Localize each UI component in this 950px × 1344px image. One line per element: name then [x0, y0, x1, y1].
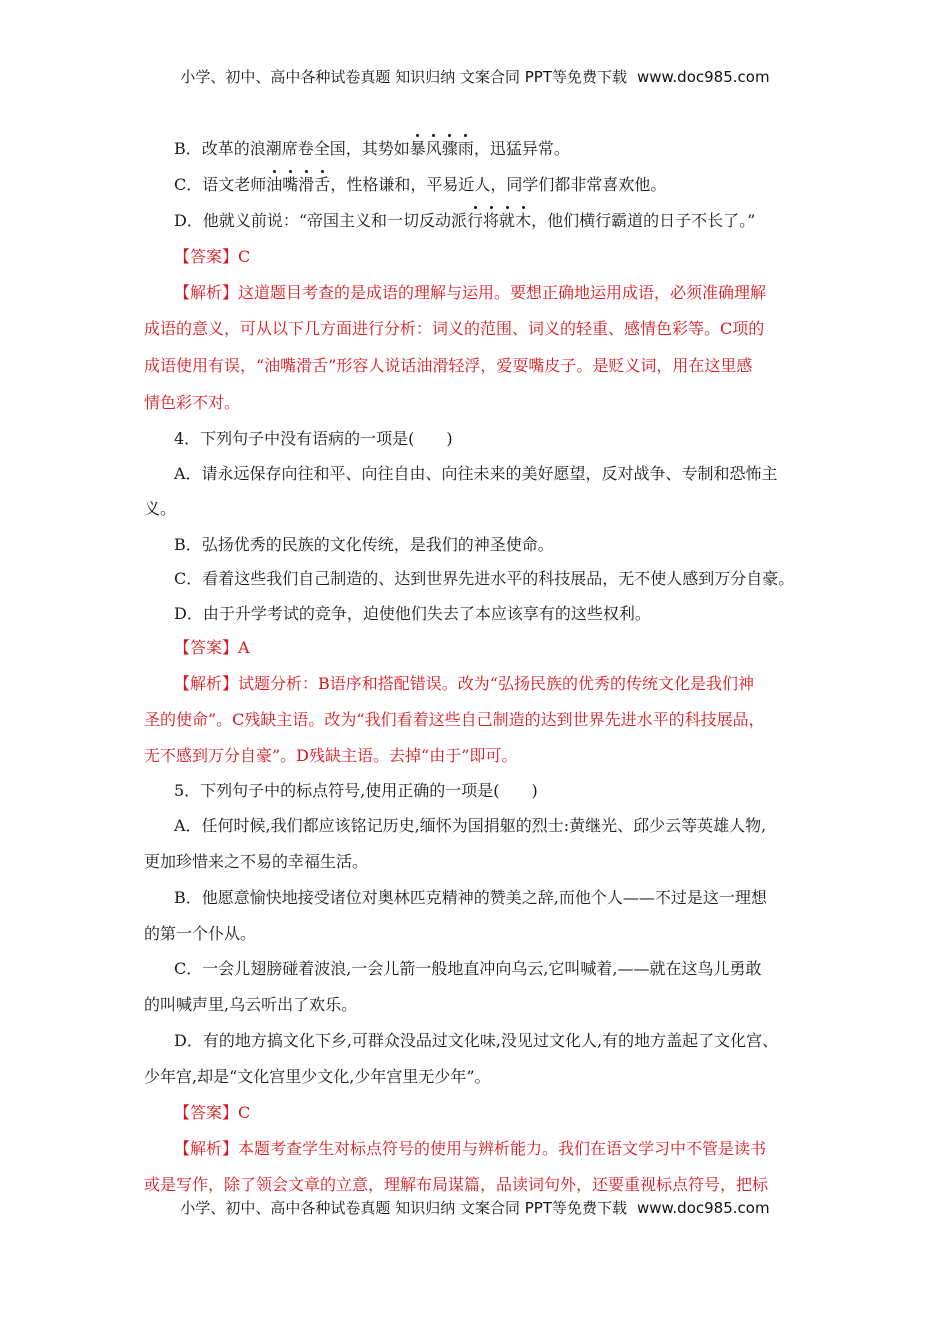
q3-analysis-line-2: 成语的意义，可从以下几方面进行分析：词义的范围、词义的轻重、感情色彩等。C项的 [144, 319, 765, 338]
emphasis-char: 就 [499, 211, 516, 230]
page-header [0, 66, 950, 87]
q5-analysis-line-1: 【解析】本题考查学生对标点符号的使用与辨析能力。我们在语文学习中不管是读书 [174, 1139, 767, 1158]
footer-site: www.doc985.com [636, 1199, 770, 1217]
q4-answer [174, 638, 250, 658]
header-site: www.doc985.com [636, 68, 770, 86]
q5-option-a-line-1: A．任何时候,我们都应该铭记历史,缅怀为国捐躯的烈士:黄继光、邱少云等英雄人物, [174, 816, 767, 835]
emphasis-char: 舌 [314, 175, 331, 194]
emphasis-char: 风 [425, 139, 442, 158]
q5-option-b-line-2: 的第一个仆从。 [144, 924, 257, 943]
emphasis-char: 木 [515, 211, 532, 230]
q4-option-b: B．弘扬优秀的民族的文化传统，是我们的神圣使命。 [174, 535, 554, 554]
analysis-tag: 【解析】 [174, 283, 239, 302]
emphasis-char: 雨 [457, 139, 474, 158]
emphasis-char: 滑 [298, 175, 315, 194]
q4-analysis-line-1: 【解析】试题分析：B语序和搭配错误。改为“弘扬民族的优秀的传统文化是我们神 [174, 674, 754, 693]
answer-value: C [238, 247, 251, 266]
analysis-tag: 【解析】 [174, 674, 239, 693]
q3-answer [174, 247, 250, 267]
answer-tag: 【答案】 [174, 247, 239, 266]
q3-option-c: C．语文老师油嘴滑舌，性格谦和，平易近人，同学们都非常喜欢他。 [174, 175, 667, 194]
q5-answer [174, 1103, 250, 1123]
q4-option-a-line-1: A．请永远保存向往和平、向往自由、向往未来的美好愿望，反对战争、专制和恐怖主 [174, 464, 778, 483]
header-text: 小学、初中、高中各种试卷真题 知识归纳 文案合同 PPT等免费下载 [180, 68, 627, 86]
q5-option-c-line-2: 的叫喊声里,乌云听出了欢乐。 [144, 995, 358, 1014]
q4-stem: 4．下列句子中没有语病的一项是( ) [174, 429, 453, 448]
q4-analysis-line-3: 无不感到万分自豪”。D残缺主语。去掉“由于”即可。 [144, 746, 518, 765]
q3-analysis-line-3: 成语使用有误，“油嘴滑舌”形容人说话油滑轻浮，爱耍嘴皮子。是贬义词，用在这里感 [144, 356, 753, 375]
footer-text: 小学、初中、高中各种试卷真题 知识归纳 文案合同 PPT等免费下载 [180, 1199, 627, 1217]
q5-analysis-line-2: 或是写作，除了领会文章的立意，理解布局谋篇，品读词句外，还要重视标点符号，把标 [144, 1175, 769, 1194]
q4-option-c: C．看着这些我们自己制造的、达到世界先进水平的科技展品，无不使人感到万分自豪。 [174, 569, 795, 588]
answer-tag: 【答案】 [174, 1103, 239, 1122]
answer-value: C [238, 1103, 251, 1122]
q4-analysis-line-2: 圣的使命”。C残缺主语。改为“我们看着这些自己制造的达到世界先进水平的科技展品， [144, 710, 765, 729]
q3-option-b: B．改革的浪潮席卷全国，其势如暴风骤雨，迅猛异常。 [174, 139, 570, 158]
q3-analysis-line-4: 情色彩不对。 [144, 393, 241, 412]
emphasis-char: 骤 [441, 139, 458, 158]
answer-value: A [238, 638, 250, 657]
answer-tag: 【答案】 [174, 638, 239, 657]
q5-option-a-line-2: 更加珍惜来之不易的幸福生活。 [144, 852, 369, 871]
emphasis-char: 油 [266, 175, 283, 194]
q3-analysis-line-1: 【解析】这道题目考查的是成语的理解与运用。要想正确地运用成语，必须准确理解 [174, 283, 767, 302]
q5-option-d-line-1: D．有的地方搞文化下乡,可群众没品过文化味,没见过文化人,有的地方盖起了文化宫、 [174, 1031, 779, 1050]
emphasis-char: 行 [467, 211, 484, 230]
analysis-tag: 【解析】 [174, 1139, 239, 1158]
q4-option-d: D．由于升学考试的竞争，迫使他们失去了本应该享有的这些权利。 [174, 604, 651, 623]
q5-option-c-line-1: C．一会儿翅膀碰着波浪,一会儿箭一般地直冲向乌云,它叫喊着,——就在这鸟儿勇敢 [174, 959, 762, 978]
q4-option-a-line-2: 义。 [144, 499, 177, 518]
q5-option-b-line-1: B．他愿意愉快地接受诸位对奥林匹克精神的赞美之辞,而他个人——不过是这一理想 [174, 888, 767, 907]
page-footer [0, 1197, 950, 1218]
q5-stem: 5．下列句子中的标点符号,使用正确的一项是( ) [174, 781, 538, 800]
emphasis-char: 嘴 [282, 175, 299, 194]
emphasis-char: 将 [483, 211, 500, 230]
q5-option-d-line-2: 少年宫,却是“文化宫里少文化,少年宫里无少年”。 [144, 1067, 491, 1086]
emphasis-char: 暴 [409, 139, 426, 158]
q3-option-d: D．他就义前说：“帝国主义和一切反动派行将就木，他们横行霸道的日子不长了。” [174, 211, 756, 230]
